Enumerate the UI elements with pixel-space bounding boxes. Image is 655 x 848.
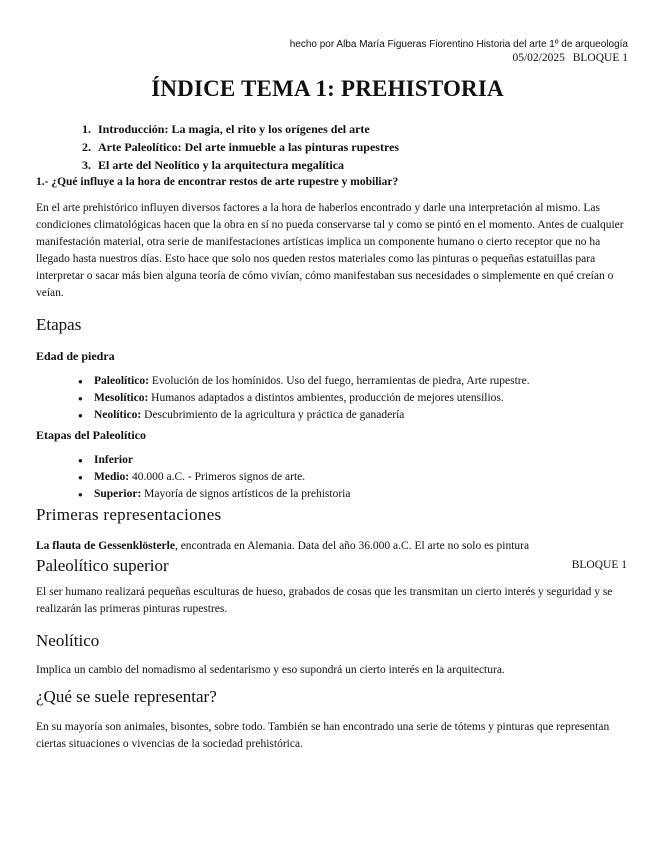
- que-representar-heading: ¿Qué se suele representar?: [36, 687, 217, 706]
- primeras-representaciones-heading: Primeras representaciones: [36, 505, 222, 524]
- list-item: [94, 373, 627, 390]
- list-item-term: Paleolítico:: [94, 375, 149, 387]
- neolitico-heading: Neolítico: [36, 631, 100, 650]
- question-heading: 1.- ¿Qué influye a la hora de encontrar restos de arte rupestre y mobiliar?: [36, 176, 399, 188]
- list-item-desc: Mayoría de signos artísticos de la prehistoria: [141, 488, 351, 500]
- etapas-heading: Etapas: [36, 315, 82, 334]
- list-item-term: Inferior: [94, 454, 133, 466]
- toc-item: 1. Introducción: La magia, el rito y los orígenes del arte: [94, 120, 399, 138]
- paleolitico-superior-paragraph: El ser humano realizará pequeñas esculturas de hueso, grabados de cosas que les transmitan un cierto interés y seguridad y se realizarán las primeras pinturas rupestres.: [36, 586, 613, 615]
- flauta-paragraph: [36, 538, 627, 555]
- list-item-desc: Descubrimiento de la agricultura y práctica de ganadería: [141, 409, 405, 421]
- que-representar-paragraph: En su mayoría son animales, bisontes, sobre todo. También se han encontrado una serie de tótems y pinturas que representan ciertas situaciones o vivencias de la sociedad prehistórica.: [36, 721, 610, 750]
- neolitico-paragraph: Implica un cambio del nomadismo al sedentarismo y eso supondrá un cierto interés en la arquitectura.: [36, 664, 505, 676]
- list-item-term: Superior:: [94, 488, 142, 500]
- list-item-desc: 40.000 a.C. - Primeros signos de arte.: [129, 471, 306, 483]
- list-item: [94, 486, 627, 503]
- header-bloque: BLOQUE 1: [572, 52, 628, 64]
- etapas-paleolitico-heading: Etapas del Paleolítico: [36, 428, 146, 442]
- list-item-term: Medio:: [94, 471, 130, 483]
- list-item-desc: Evolución de los homínidos. Uso del fuego, herramientas de piedra, Arte rupestre.: [148, 375, 530, 387]
- list-item: [94, 407, 627, 424]
- table-of-contents: [76, 120, 399, 174]
- flauta-desc: , encontrada en Alemania. Data del año 36.000 a.C. El arte no solo es pintura: [174, 540, 530, 552]
- list-item: [94, 469, 627, 486]
- list-item-desc: Humanos adaptados a distintos ambientes, producción de mejores utensilios.: [148, 392, 504, 404]
- page-title: ÍNDICE TEMA 1: PREHISTORIA: [151, 76, 504, 101]
- toc-item: 3. El arte del Neolítico y la arquitectura megalítica: [94, 156, 399, 174]
- header-author-line: hecho por Alba María Figueras Fiorentino Historia del arte 1º de arqueología: [289, 39, 628, 50]
- header-date-bloque: [512, 52, 628, 64]
- paleolitico-superior-heading: Paleolítico superior: [36, 556, 169, 575]
- header-date: 05/02/2025: [512, 52, 565, 64]
- toc-item: 2. Arte Paleolítico: Del arte inmueble a las pinturas rupestres: [94, 138, 399, 156]
- list-item: [94, 452, 627, 469]
- list-item: [94, 390, 627, 407]
- list-item-term: Neolítico:: [94, 409, 142, 421]
- edad-piedra-list: [36, 373, 627, 424]
- list-item-term: Mesolítico:: [94, 392, 149, 404]
- flauta-term: La flauta de Gessenklösterle: [36, 540, 175, 552]
- edad-piedra-heading: Edad de piedra: [36, 349, 115, 363]
- paleolitico-list: [36, 452, 627, 503]
- paleolitico-superior-bloque: BLOQUE 1: [571, 559, 627, 571]
- intro-paragraph: En el arte prehistórico influyen diversos factores a la hora de haberlos encontrado y darle una interpretación al mismo. Las condiciones climatológicas hacen que la obra en sí no pueda conservarse tal y como se pintó en el momento. Antes de cualquier manifestación material, otra serie de manifestaciones artísticas implica un componente humano o cierto receptor que no ha llegado hasta nuestros días. Esto hace que solo nos queden restos materiales como las pinturas o pequeñas estatuillas para interpretar o sacar más bien alguna teoría de cómo vivían, cómo manifestaban sus necesidades o simplemente en qué creían o veían.: [36, 202, 624, 299]
